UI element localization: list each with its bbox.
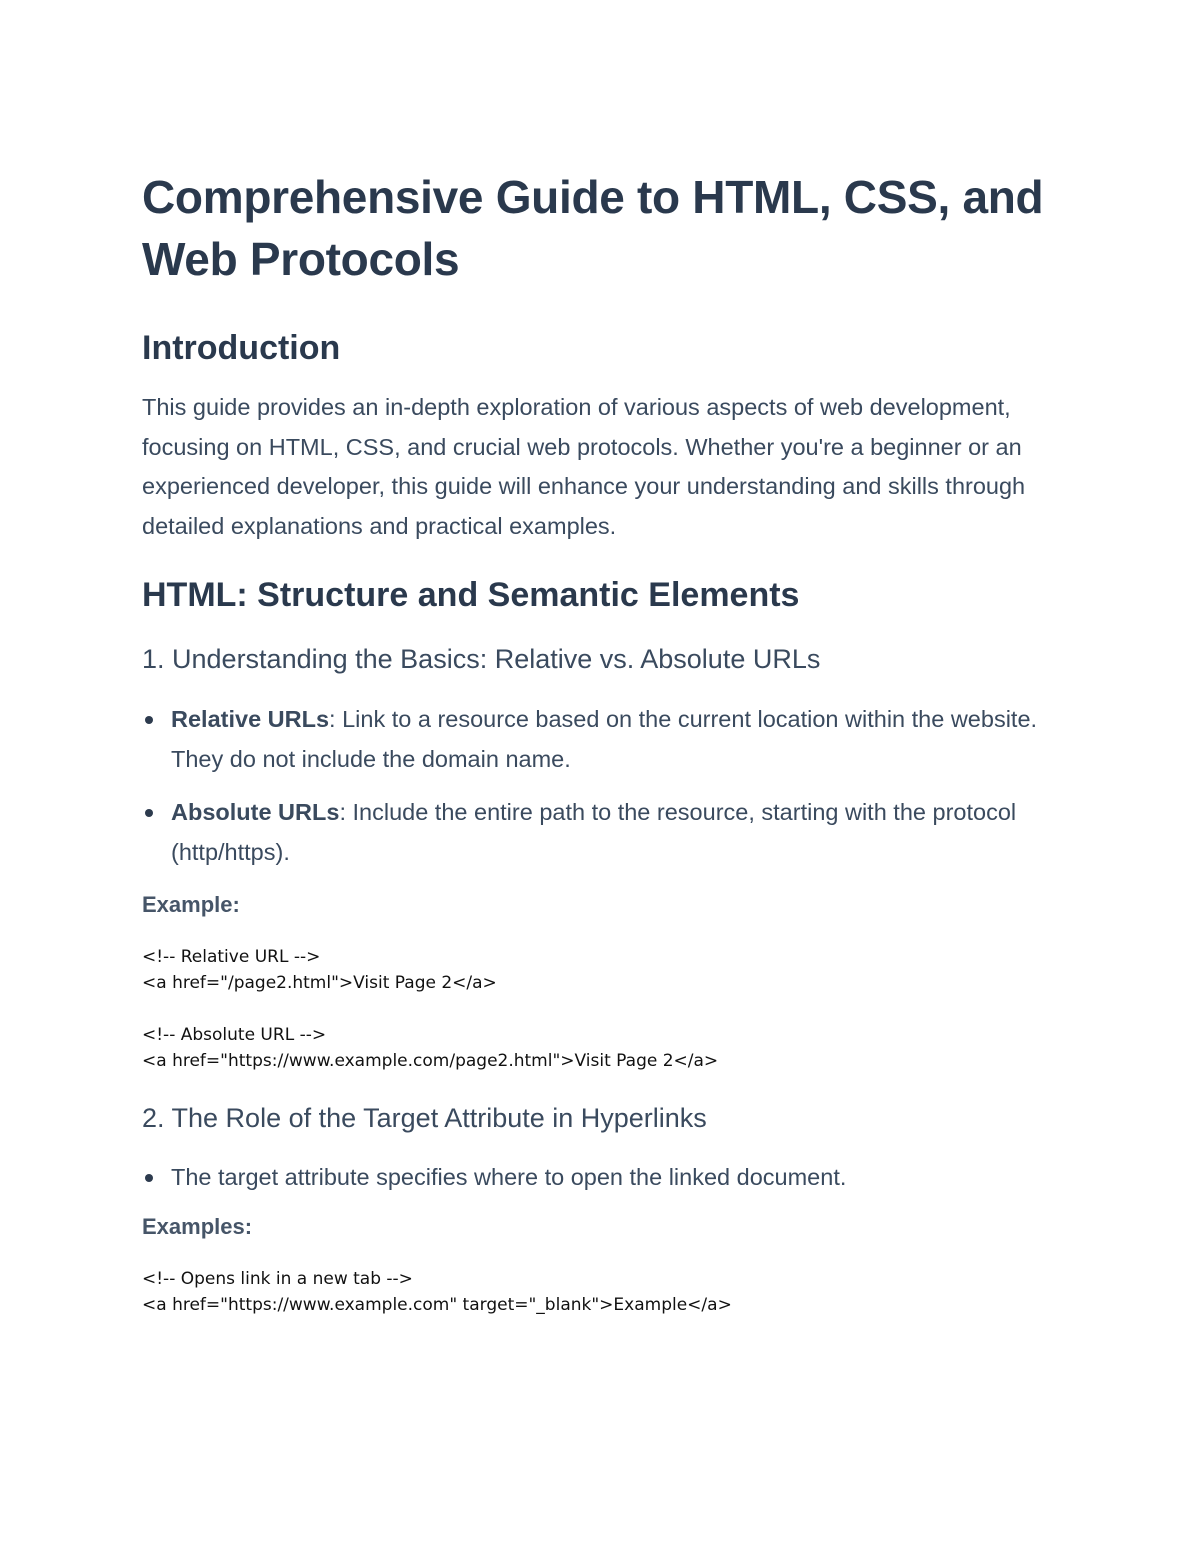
bullet-term: Relative URLs	[171, 706, 330, 732]
examples-label: Examples:	[142, 1213, 253, 1239]
target-bullet-list	[142, 1158, 1072, 1198]
bullet-icon	[145, 809, 153, 817]
example-label: Example:	[142, 892, 240, 917]
url-bullet-list	[142, 700, 1072, 872]
bullet-text: The target attribute specifies where to open the linked document.	[171, 1164, 847, 1190]
bullet-term: Absolute URLs	[171, 799, 340, 825]
code-line: <!-- Opens link in a new tab -->	[142, 1268, 413, 1289]
html-section-heading: HTML: Structure and Semantic Elements	[142, 576, 800, 614]
list-item	[142, 1158, 1072, 1198]
document-page	[142, 166, 1072, 1318]
bullet-icon	[145, 716, 153, 724]
intro-heading: Introduction	[142, 329, 341, 367]
code-line: <!-- Absolute URL -->	[142, 1025, 327, 1045]
code-block-urls	[142, 944, 1072, 1074]
code-line: <a href="https://www.example.com" target="_blank">Example</a>	[142, 1294, 732, 1315]
list-item	[142, 793, 1072, 872]
code-line: <!-- Relative URL -->	[142, 947, 321, 967]
subsection-1-heading: 1. Understanding the Basics: Relative vs. Absolute URLs	[142, 644, 821, 674]
intro-paragraph: This guide provides an in-depth exploration of various aspects of web development, focusing on HTML, CSS, and crucial web protocols. Whether you're a beginner or an experienced developer, this guide will enhance your understanding and skills through detailed explanations and practical examples.	[142, 394, 1026, 539]
code-line-blank	[142, 996, 1072, 1022]
bullet-text: : Link to a resource based on the current location within the website. They do not include the domain name.	[171, 706, 1038, 772]
code-line: <a href="https://www.example.com/page2.html">Visit Page 2</a>	[142, 1051, 719, 1071]
list-item	[142, 700, 1072, 779]
bullet-icon	[145, 1174, 153, 1182]
bullet-text: : Include the entire path to the resource, starting with the protocol (http/https).	[171, 799, 1017, 865]
document-title: Comprehensive Guide to HTML, CSS, and Web Protocols	[142, 171, 1044, 285]
subsection-2-heading: 2. The Role of the Target Attribute in Hyperlinks	[142, 1103, 707, 1133]
code-line: <a href="/page2.html">Visit Page 2</a>	[142, 973, 497, 993]
code-block-target	[142, 1266, 1072, 1318]
